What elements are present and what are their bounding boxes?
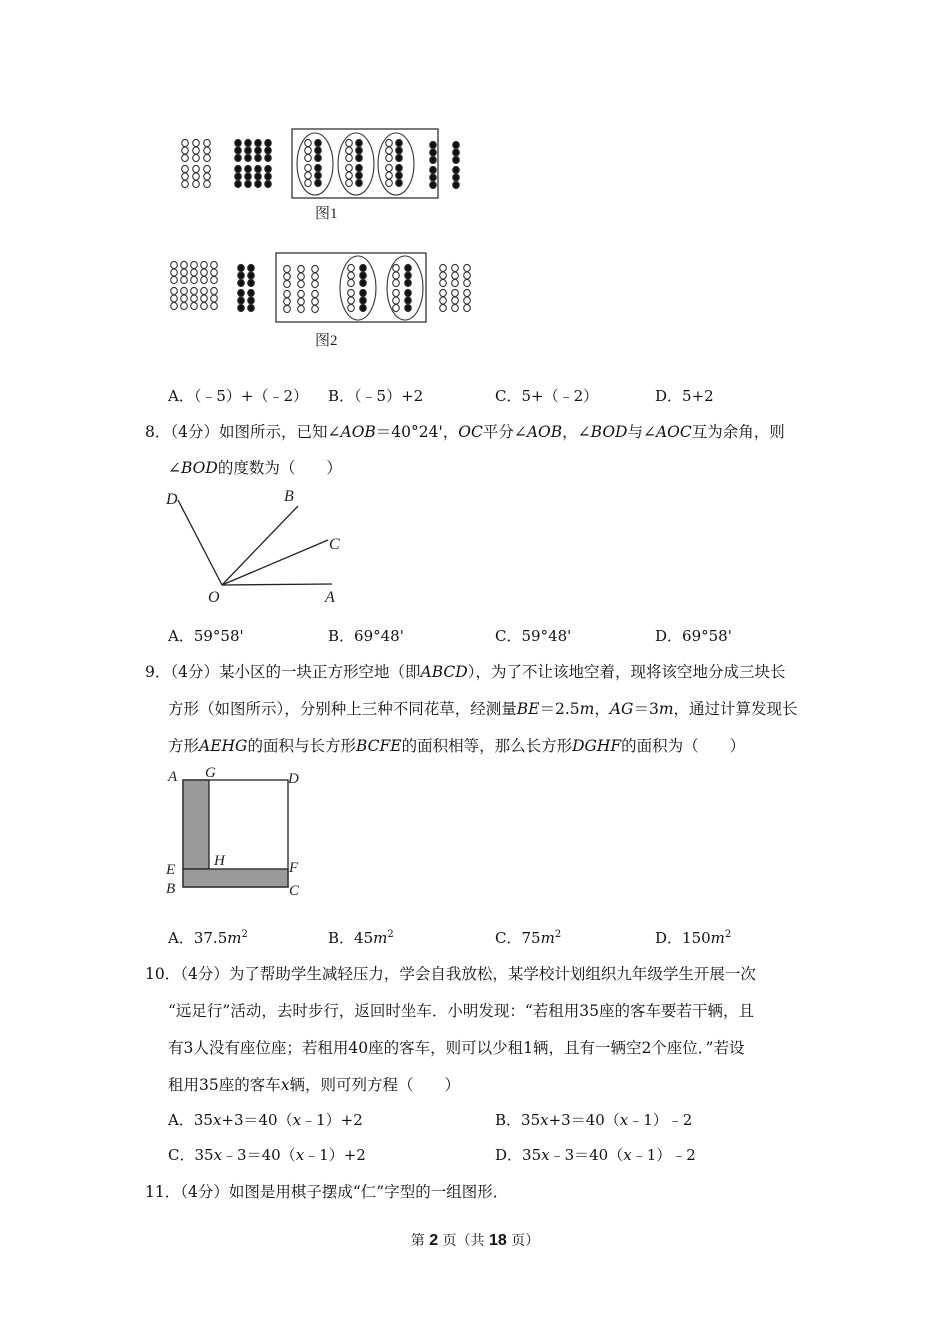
q8-angle-figure [160,482,360,610]
solid-counter [265,165,272,172]
solid-counter [453,174,460,181]
hollow-counter [440,304,447,311]
hollow-counter [346,164,353,171]
hollow-counter [182,165,189,172]
solid-counter [405,304,412,311]
hollow-counter [348,289,355,296]
hollow-counter [386,179,393,186]
q9-stem-line-3: 方形AEHG的面积与长方形BCFE的面积相等，那么长方形DGHF的面积为（ ） [168,737,746,755]
hollow-counter [171,287,178,294]
solid-counter [405,264,412,271]
hollow-counter [211,287,218,294]
solid-counter [245,154,252,161]
solid-counter [360,297,367,304]
hollow-counter [305,154,312,161]
solid-counter [453,141,460,148]
solid-counter [255,139,262,146]
hollow-counter [171,269,178,276]
hollow-counter [191,295,198,302]
hollow-counter [182,147,189,154]
solid-counter [255,173,262,180]
q9-option-d: D．$150m^2$ [655,929,732,947]
counters-figure-1 [170,120,470,225]
hollow-counter [284,290,291,297]
rect-bcfe [183,869,288,887]
hollow-counter [182,173,189,180]
solid-counter [430,149,437,156]
hollow-counter [204,147,211,154]
solid-counter [238,264,245,271]
hollow-counter [182,180,189,187]
solid-counter [248,297,255,304]
solid-counter [356,139,363,146]
hollow-counter [181,276,188,283]
figure-2-caption: 图2 [315,333,338,349]
q7-option-c: C．5+（﹣2） [495,387,599,405]
q8-option-c: C．59°48' [495,627,572,645]
group-box [292,129,438,198]
solid-counter [430,166,437,173]
solid-counter [396,147,403,154]
q10-option-a: A．35x+3＝40（x﹣1）+2 [168,1111,363,1129]
hollow-counter [305,179,312,186]
hollow-counter [298,273,305,280]
hollow-counter [193,180,200,187]
solid-counter [248,304,255,311]
figure-1-caption: 图1 [315,206,338,222]
hollow-counter [191,276,198,283]
hollow-counter [452,272,459,279]
solid-counter [238,279,245,286]
solid-counter [356,164,363,171]
solid-counter [238,272,245,279]
solid-counter [238,304,245,311]
hollow-counter [312,265,319,272]
hollow-counter [440,279,447,286]
solid-counter [315,139,322,146]
hollow-counter [191,261,198,268]
hollow-counter [393,279,400,286]
solid-counter [360,264,367,271]
q10-option-c: C．35x﹣3＝40（x﹣1）+2 [168,1146,366,1164]
hollow-counter [312,290,319,297]
hollow-counter [181,269,188,276]
hollow-counter [312,280,319,287]
hollow-counter [182,139,189,146]
solid-counter [265,147,272,154]
solid-counter [315,172,322,179]
ray-od [178,500,222,585]
label-e: E [166,862,176,878]
hollow-counter [452,297,459,304]
solid-counter [315,164,322,171]
solid-counter [360,279,367,286]
solid-counter [430,141,437,148]
label-g: G [205,765,216,781]
solid-counter [248,289,255,296]
solid-counter [396,172,403,179]
pairing-oval [340,256,376,320]
hollow-counter [386,154,393,161]
hollow-counter [211,276,218,283]
label-o: O [208,589,220,606]
q10-stem-line-3: 有3人没有座位座；若租用40座的客车，则可以少租1辆，且有一辆空2个座位．”若设 [168,1039,745,1057]
solid-counter [238,289,245,296]
hollow-counter [298,265,305,272]
hollow-counter [204,180,211,187]
q10-option-b: B．35x+3＝40（x﹣1）﹣2 [495,1111,693,1129]
hollow-counter [191,287,198,294]
hollow-counter [204,154,211,161]
hollow-counter [171,276,178,283]
page-footer: 第 2 页（共 18 页） [410,1232,540,1249]
solid-counter [360,289,367,296]
hollow-counter [452,289,459,296]
hollow-counter [464,272,471,279]
hollow-counter [298,280,305,287]
solid-counter [255,154,262,161]
hollow-counter [181,295,188,302]
ray-ob [222,506,298,585]
hollow-counter [201,269,208,276]
solid-counter [430,181,437,188]
hollow-counter [346,147,353,154]
hollow-counter [191,269,198,276]
hollow-counter [393,264,400,271]
q8-option-b: B．69°48' [328,627,404,645]
solid-counter [315,154,322,161]
solid-counter [235,139,242,146]
solid-counter [396,154,403,161]
solid-counter [255,147,262,154]
solid-counter [315,147,322,154]
hollow-counter [284,273,291,280]
hollow-counter [464,304,471,311]
solid-counter [396,179,403,186]
hollow-counter [171,295,178,302]
solid-counter [453,166,460,173]
hollow-counter [312,298,319,305]
hollow-counter [464,297,471,304]
solid-counter [356,147,363,154]
solid-counter [238,297,245,304]
hollow-counter [305,164,312,171]
solid-counter [255,165,262,172]
label-c: C [329,536,340,553]
solid-counter [235,180,242,187]
solid-counter [356,179,363,186]
solid-counter [360,272,367,279]
hollow-counter [464,264,471,271]
label-f: F [289,860,299,876]
hollow-counter [193,147,200,154]
q10-stem-line-1: 10．（4分）为了帮助学生减轻压力，学会自我放松，某学校计划组织九年级学生开展一次 [145,965,756,983]
hollow-counter [211,261,218,268]
hollow-counter [181,287,188,294]
solid-counter [453,156,460,163]
hollow-counter [386,139,393,146]
q8-option-a: A．59°58' [168,627,244,645]
hollow-counter [181,302,188,309]
label-a: A [168,769,178,785]
solid-counter [356,154,363,161]
solid-counter [405,279,412,286]
hollow-counter [193,154,200,161]
hollow-counter [284,280,291,287]
hollow-counter [284,305,291,312]
q9-stem-line-1: 9．（4分）某小区的一块正方形空地（即ABCD），为了不让该地空着，现将该空地分成三块长 [145,663,786,681]
solid-counter [356,172,363,179]
solid-counter [255,180,262,187]
hollow-counter [201,287,208,294]
hollow-counter [346,139,353,146]
hollow-counter [201,276,208,283]
hollow-counter [284,265,291,272]
hollow-counter [440,264,447,271]
hollow-counter [191,302,198,309]
hollow-counter [193,173,200,180]
solid-counter [248,279,255,286]
solid-counter [245,180,252,187]
solid-counter [265,180,272,187]
hollow-counter [305,139,312,146]
ray-oc [222,540,328,585]
solid-counter [396,139,403,146]
hollow-counter [386,147,393,154]
hollow-counter [171,261,178,268]
label-c: C [289,883,300,899]
solid-counter [265,154,272,161]
q11-stem: 11．（4分）如图是用棋子摆成“仁”字型的一组图形． [145,1183,509,1201]
hollow-counter [346,154,353,161]
hollow-counter [464,279,471,286]
q10-stem-line-4: 租用35座的客车x辆，则可列方程（ ） [168,1076,460,1094]
q7-option-a: A．（﹣5）+（﹣2） [168,387,308,405]
q9-option-a: A．$37.5m^2$ [168,929,248,947]
hollow-counter [393,272,400,279]
solid-counter [265,139,272,146]
q9-option-b: B．$45m^2$ [328,929,394,947]
q10-option-d: D．35x﹣3＝40（x﹣1）﹣2 [495,1146,696,1164]
hollow-counter [211,295,218,302]
solid-counter [430,174,437,181]
solid-counter [405,289,412,296]
hollow-counter [452,279,459,286]
hollow-counter [211,302,218,309]
solid-counter [405,297,412,304]
q8-stem-line-1: 8．（4分）如图所示，已知∠AOB＝40°24'，OC平分∠AOB，∠BOD与∠AOC互为余角，则 [145,423,785,441]
solid-counter [245,147,252,154]
hollow-counter [204,165,211,172]
solid-counter [360,304,367,311]
rect-aehg [183,780,209,869]
solid-counter [245,139,252,146]
label-d: D [166,491,178,508]
label-h: H [214,853,225,869]
hollow-counter [284,298,291,305]
hollow-counter [193,139,200,146]
hollow-counter [393,289,400,296]
hollow-counter [298,305,305,312]
label-d: D [288,771,299,787]
hollow-counter [204,173,211,180]
solid-counter [453,149,460,156]
ray-oa [222,584,332,585]
hollow-counter [204,139,211,146]
hollow-counter [305,147,312,154]
hollow-counter [348,304,355,311]
q7-option-b: B．（﹣5）+2 [328,387,424,405]
hollow-counter [201,302,208,309]
hollow-counter [440,272,447,279]
hollow-counter [211,269,218,276]
solid-counter [405,272,412,279]
hollow-counter [440,289,447,296]
q10-stem-line-2: “远足行”活动，去时步行，返回时坐车．小明发现：“若租用35座的客车要若干辆，且 [168,1002,754,1020]
q9-square-figure [160,762,320,902]
solid-counter [248,272,255,279]
counters-figure-2 [165,250,485,350]
hollow-counter [298,290,305,297]
hollow-counter [181,261,188,268]
hollow-counter [346,172,353,179]
solid-counter [248,264,255,271]
solid-counter [235,165,242,172]
hollow-counter [171,302,178,309]
hollow-counter [298,298,305,305]
solid-counter [430,156,437,163]
solid-counter [245,165,252,172]
hollow-counter [393,297,400,304]
solid-counter [453,181,460,188]
q9-stem-line-2: 方形（如图所示），分别种上三种不同花草，经测量BE＝2.5m，AG＝3m，通过计算发现长 [168,700,798,718]
q8-stem-line-2: ∠BOD的度数为（ ） [168,459,342,477]
hollow-counter [452,264,459,271]
hollow-counter [312,305,319,312]
hollow-counter [348,264,355,271]
q7-option-d: D．5+2 [655,387,714,405]
label-b: B [284,488,294,505]
hollow-counter [305,172,312,179]
hollow-counter [348,297,355,304]
hollow-counter [346,179,353,186]
solid-counter [265,173,272,180]
solid-counter [396,164,403,171]
hollow-counter [464,289,471,296]
hollow-counter [440,297,447,304]
hollow-counter [182,154,189,161]
hollow-counter [386,164,393,171]
label-b: B [166,881,176,897]
q9-option-c: C．$75m^2$ [495,929,562,947]
hollow-counter [386,172,393,179]
q8-option-d: D．69°58' [655,627,732,645]
solid-counter [235,147,242,154]
solid-counter [245,173,252,180]
solid-counter [315,179,322,186]
hollow-counter [201,295,208,302]
hollow-counter [312,273,319,280]
hollow-counter [348,272,355,279]
solid-counter [235,173,242,180]
label-a: A [325,589,335,606]
hollow-counter [193,165,200,172]
solid-counter [235,154,242,161]
hollow-counter [348,279,355,286]
hollow-counter [201,261,208,268]
hollow-counter [393,304,400,311]
hollow-counter [452,304,459,311]
